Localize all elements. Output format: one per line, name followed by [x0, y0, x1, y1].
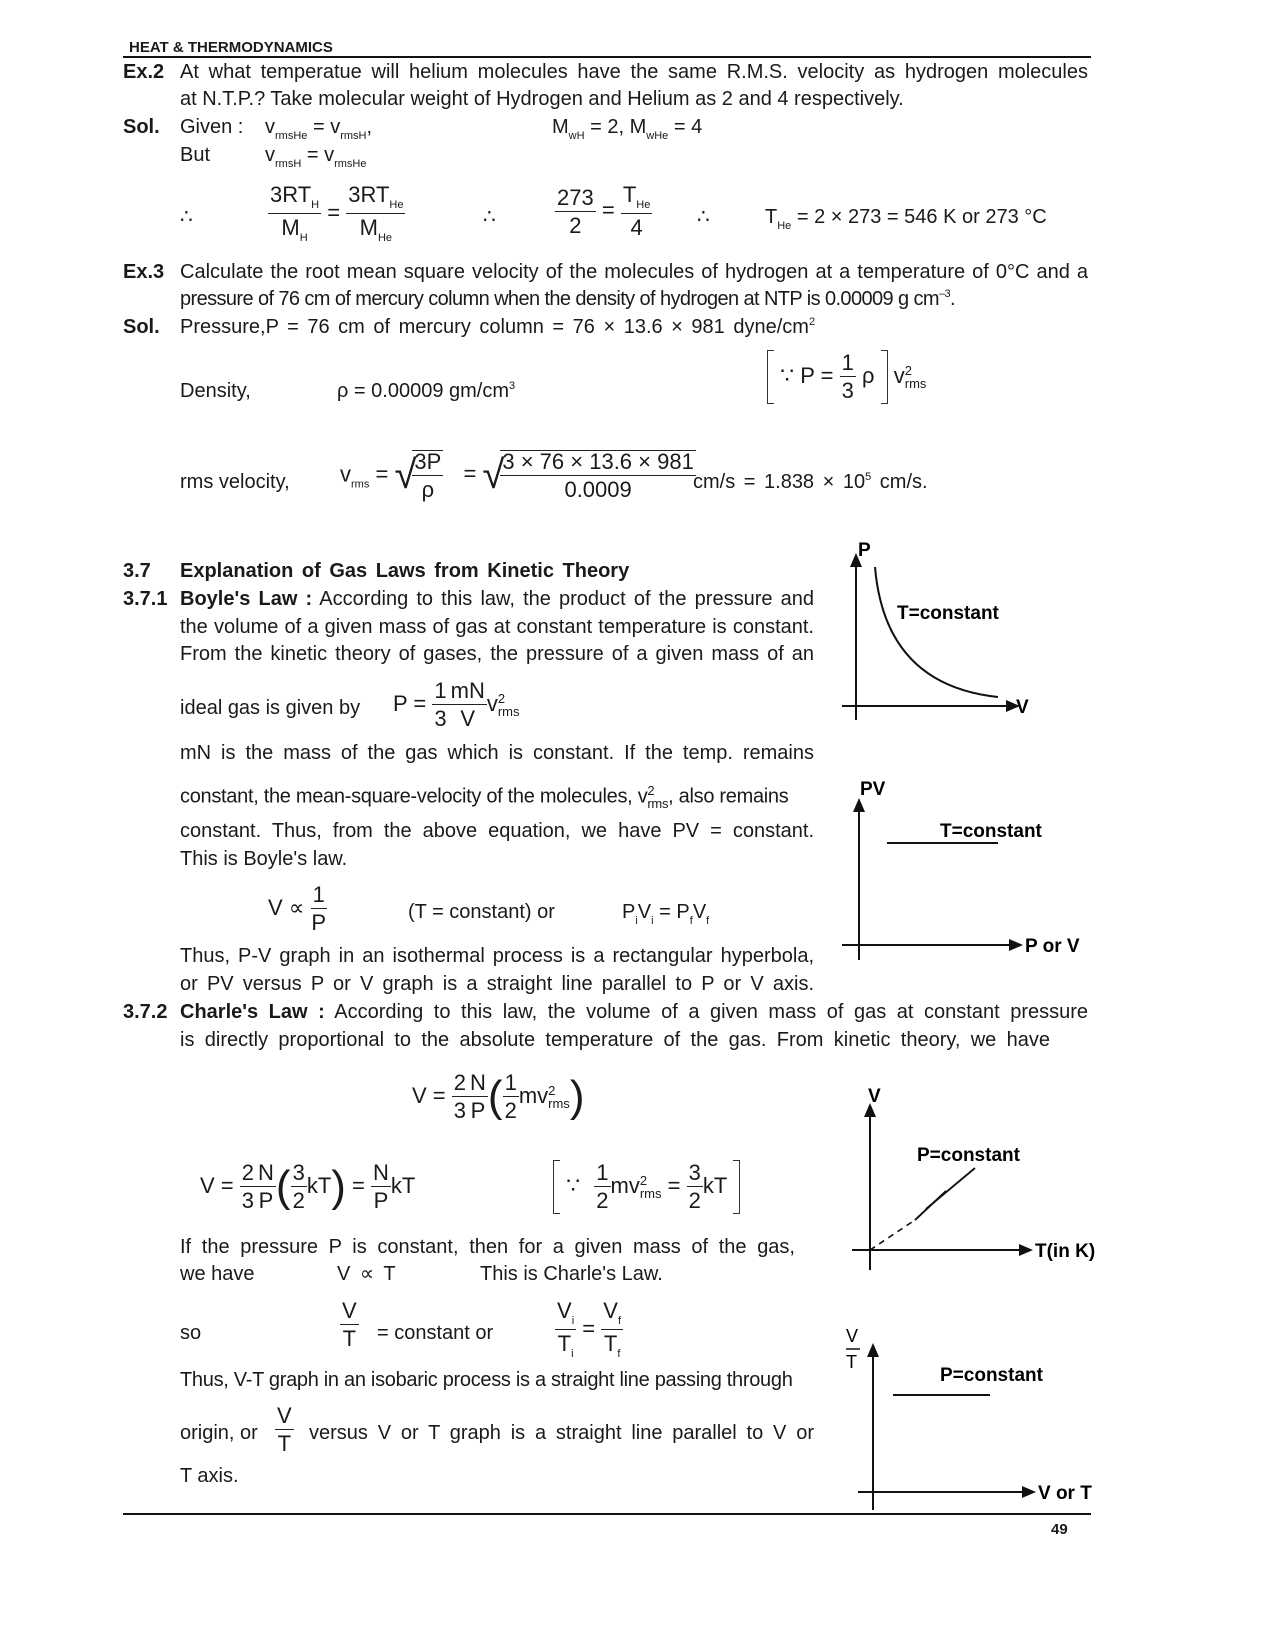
boyle-line1: Boyle's Law : According to this law, the product of the pressure and [180, 588, 815, 610]
pv-isotherm-graph [830, 535, 1090, 730]
x-axis-label: P or V [1025, 936, 1080, 957]
ex3-pressure-formula-note: ∵ P = $\frac{1}{3}$ ρ v 2 rms [767, 350, 926, 404]
isobar-line-upper [926, 1168, 975, 1209]
ex2-ratio-equation: $\frac{3RT_H}{M_H}$ = $\frac{3RT_{He}}{M_{He}}$ [270, 182, 404, 244]
boyle-proportionality: V ∝ $\frac{1}{P}$ [268, 882, 327, 935]
boyle-line2: the volume of a given mass of gas at constant temperature is constant. [180, 616, 814, 638]
line-label: P=constant [940, 1365, 1043, 1386]
ex2-question-line1: At what temperatue will helium molecules have the same R.M.S. velocity as hydrogen molecules [180, 61, 1088, 83]
charles-line5: Thus, V-T graph in an isobaric process is a straight line passing through [180, 1369, 793, 1391]
boyle-line7: constant. Thus, from the above equation, we have PV = constant. [180, 820, 814, 842]
x-axis-arrow-icon [1009, 939, 1023, 951]
charles-line7: T axis. [180, 1465, 239, 1487]
charles-energy-note: ∵ $\frac{1}{2}$ mv 2 rms = $\frac{3}{2}$ kT [553, 1160, 740, 1214]
charles-equation1: V = $\frac{2}{3}$ $\frac{N}{P}$ ( $\frac{1}{2}$ mv 2 rms ) [412, 1070, 585, 1123]
x-axis-label: V or T [1038, 1483, 1092, 1504]
charles-line4-b: V ∝ T [337, 1263, 396, 1285]
charles-equation2: V = $\frac{2}{3}$ $\frac{N}{P}$ ( $\frac{3}{2}$ kT) = $\frac{N}{P}$ kT [200, 1160, 416, 1213]
line-label: T=constant [940, 821, 1042, 842]
isobar-extrapolation [870, 1220, 915, 1250]
y-axis-label: V [868, 1086, 881, 1107]
footer-rule [123, 1513, 1091, 1515]
boyle-pressure-equation: P = $\frac{1}{3}$ $\frac{mN}{V}$ v 2 rms [393, 678, 520, 731]
vt-isobar-graph [830, 1080, 1110, 1275]
therefore-symbol: ∴ [697, 206, 710, 228]
ex3-label: Ex.3 [123, 261, 165, 283]
ex2-temperature-ratio: $\frac{273}{2}$ = $\frac{T_{He}}{4}$ [557, 182, 651, 240]
ex2-result: $T_{He} = 2 \times 273 = 546$ K or 273 °C [765, 206, 1047, 232]
therefore-symbol: ∴ [483, 206, 496, 228]
charles-line2: is directly proportional to the absolute temperature of the gas. From kinetic theory, we have [180, 1029, 1050, 1051]
ex3-rms-equation: $v_{rms}$ = √ $\frac{3P}{\rho}$ = √ $\frac{3 \times 76 \times 13.6 \times 981}{0.0009}$ [340, 449, 694, 502]
charles-so-label: so [180, 1322, 202, 1344]
ex2-given-equation: $v_{rmsHe} = v_{rmsH}$, [265, 116, 373, 142]
page-number: 49 [1051, 1521, 1068, 1538]
ex2-but-equation: $v_{rmsH} = v_{rmsHe}$ [265, 144, 367, 170]
x-axis-arrow-icon [1019, 1244, 1033, 1256]
charles-line6-b: versus V or T graph is a straight line parallel to V or [309, 1422, 814, 1444]
therefore-symbol: ∴ [180, 206, 193, 228]
isotherm-curve [875, 567, 998, 697]
y-axis-label: P [858, 540, 871, 561]
y-axis-arrow-icon [853, 798, 865, 812]
y-axis-label-denominator: T [846, 1352, 857, 1372]
ex2-molecular-weights: $M_{wH} = 2$, $M_{wHe} = 4$ [552, 116, 703, 142]
charles-so-text: = constant or [377, 1322, 494, 1344]
boyle-line3: From the kinetic theory of gases, the pressure of a given mass of an [180, 643, 814, 665]
section-title: Explanation of Gas Laws from Kinetic Theory [180, 560, 630, 582]
x-axis-arrow-icon [1022, 1486, 1036, 1498]
ex2-sol-label: Sol. [123, 116, 160, 138]
section-number: 3.7 [123, 560, 151, 582]
boyle-line9: Thus, P-V graph in an isothermal process is a rectangular hyperbola, [180, 945, 814, 967]
line-label: P=constant [917, 1145, 1020, 1166]
ex3-rms-result: $cm/s = 1.838 \times 10^5$ cm/s. [693, 471, 928, 493]
charles-line4-c: This is Charle's Law. [480, 1263, 663, 1285]
charles-line6-fraction: $\frac{V}{T}$ [277, 1403, 292, 1456]
charles-line1: Charle's Law : According to this law, the volume of a given mass of gas at constant pressure [180, 1001, 1089, 1023]
charles-line3: If the pressure P is constant, then for a given mass of the gas, [180, 1236, 795, 1258]
vt-ratio-graph [830, 1320, 1110, 1520]
boyle-pv-equation: $P_iV_i = P_fV_f$ [622, 901, 710, 927]
boyle-line5: mN is the mass of the gas which is constant. If the temp. remains [180, 742, 814, 764]
ex2-question-line2: at N.T.P.? Take molecular weight of Hydrogen and Helium as 2 and 4 respectively. [180, 88, 904, 110]
charles-ratio-equation: $\frac{V_i}{T_i}$ = $\frac{V_f}{T_f}$ [557, 1298, 621, 1360]
charles-so-fraction: $\frac{V}{T}$ [342, 1298, 357, 1351]
boyle-line6: constant, the mean-square-velocity of the molecules, v 2 rms , also remains [180, 783, 789, 811]
charles-number: 3.7.2 [123, 1001, 168, 1023]
boyle-line8: This is Boyle's law. [180, 848, 348, 870]
curve-label: T=constant [897, 603, 999, 624]
x-axis-label: T(in K) [1035, 1241, 1096, 1262]
y-axis-label: PV [860, 779, 886, 800]
boyle-line10: or PV versus P or V graph is a straight line parallel to P or V axis. [180, 973, 814, 995]
y-axis-arrow-icon [867, 1343, 879, 1357]
ex2-given-label: Given : [180, 116, 244, 138]
charles-line6-a: origin, or [180, 1422, 258, 1444]
ex3-density-value: ρ = 0.00009 $gm/cm^3$ [337, 380, 516, 402]
ex3-density-label: Density, [180, 380, 251, 402]
ex3-question-line2: pressure of 76 cm of mercury column when the density of hydrogen at NTP is 0.00009 g $cm^{-3}$. [180, 288, 955, 310]
ex2-but-label: But [180, 144, 211, 166]
ex3-pressure-line: Pressure,P = 76 cm of mercury column = 76 × 13.6 × 981 dyne/$cm^2$ [180, 316, 816, 338]
header-rule [123, 56, 1091, 58]
boyle-number: 3.7.1 [123, 588, 168, 610]
running-header: HEAT & THERMODYNAMICS [129, 39, 333, 56]
charles-line4-a: we have [180, 1263, 255, 1285]
boyle-line4: ideal gas is given by [180, 697, 361, 719]
boyle-condition: (T = constant) or [408, 901, 555, 923]
y-axis-label-numerator: V [846, 1326, 859, 1346]
ex2-label: Ex.2 [123, 61, 165, 83]
pv-constant-graph [830, 775, 1100, 970]
x-axis-label: V [1016, 697, 1029, 718]
ex3-sol-label: Sol. [123, 316, 160, 338]
ex3-rms-label: rms velocity, [180, 471, 290, 493]
ex3-question-line1: Calculate the root mean square velocity of the molecules of hydrogen at a temperature of 0°C and a [180, 261, 1088, 283]
